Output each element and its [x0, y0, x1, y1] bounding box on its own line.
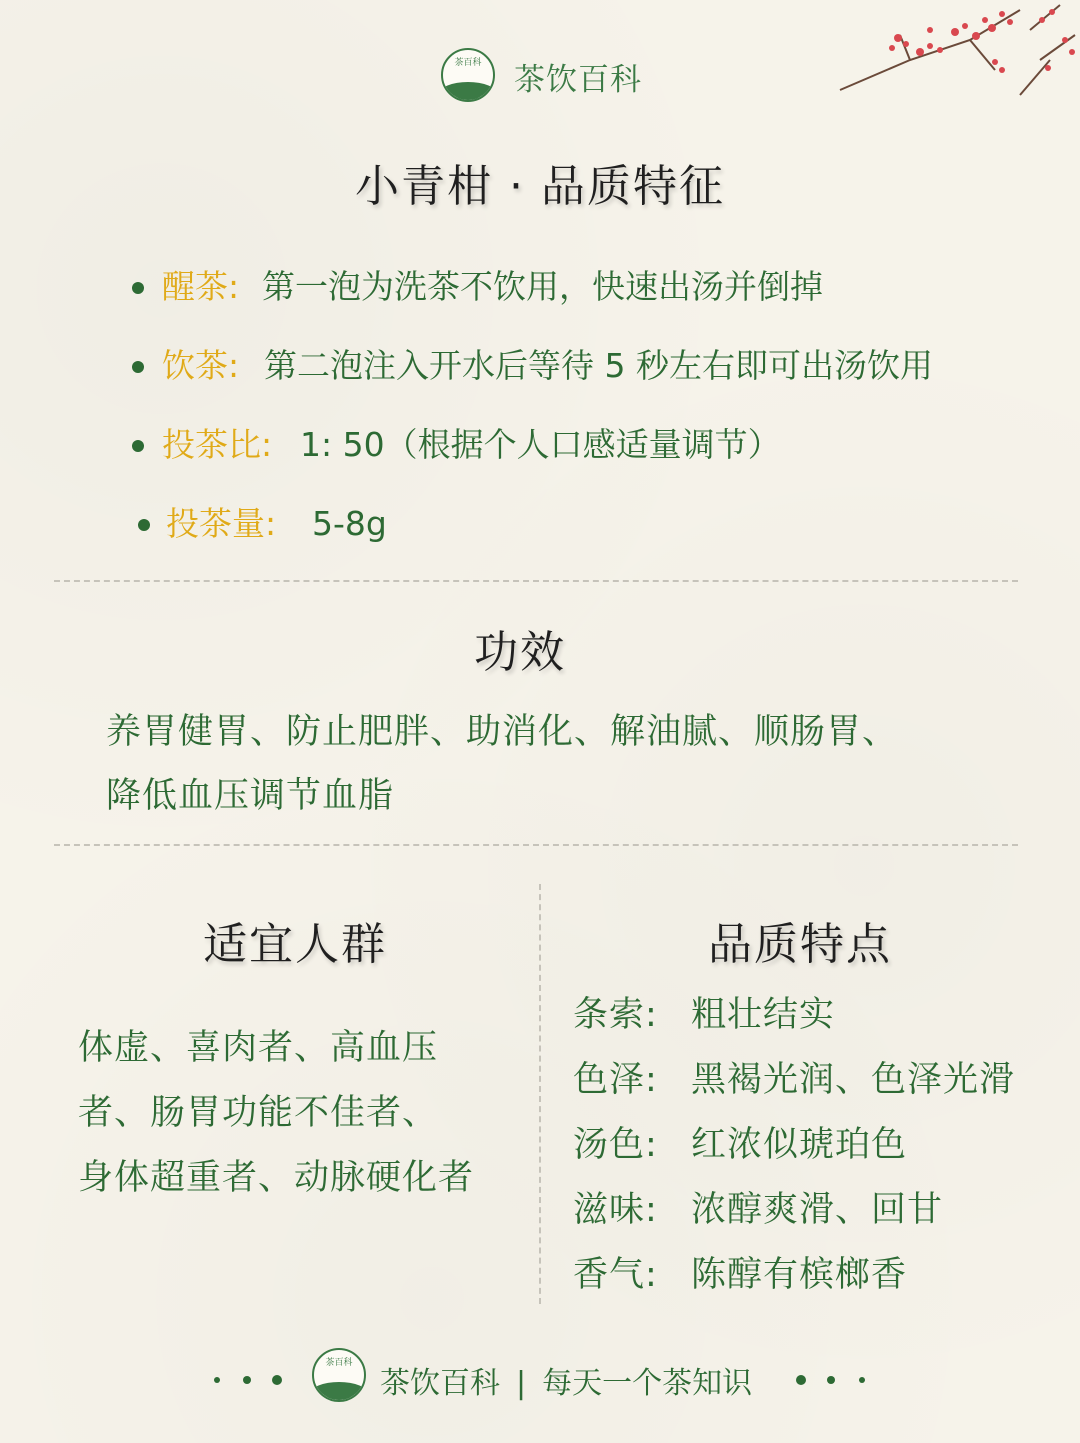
logo-text: 茶百科: [325, 1358, 353, 1368]
quality-list: [573, 986, 1073, 1311]
effects-line: 养胃健胃、防止肥胖、助消化、解油腻、顺肠胃、: [106, 712, 899, 752]
page-title: 小青柑 · 品质特征: [355, 161, 725, 212]
dot-icon: [827, 1376, 835, 1384]
item-label: 饮茶:: [162, 346, 240, 385]
logo-text: 茶百科: [454, 58, 482, 68]
quality-row: [573, 1051, 1073, 1116]
quality-value: 红浓似琥珀色: [691, 1125, 908, 1165]
dot-icon: [243, 1376, 251, 1384]
divider: [54, 844, 1018, 846]
list-item: [128, 499, 1028, 578]
quality-title: 品质特点: [708, 919, 892, 970]
brewing-list: [128, 262, 1028, 578]
list-item: [128, 341, 1028, 420]
brand-name: 茶饮百科: [514, 62, 642, 98]
bullet-dot-icon: [132, 440, 144, 452]
bullet-dot-icon: [132, 282, 144, 294]
quality-value: 黑褐光润、色泽光滑: [691, 1060, 1016, 1100]
footer: [0, 1344, 1080, 1414]
footer-slogan: 每天一个茶知识: [542, 1366, 753, 1401]
quality-row: [573, 1116, 1073, 1181]
item-label: 投茶量:: [166, 504, 277, 543]
item-label: 投茶比:: [162, 425, 273, 464]
effects-text: [106, 700, 986, 828]
footer-brand: 茶饮百科: [380, 1366, 500, 1401]
people-line: 者、肠胃功能不佳者、: [78, 1093, 439, 1133]
quality-label: 滋味:: [573, 1190, 658, 1230]
effects-line: 降低血压调节血脂: [106, 776, 395, 816]
list-item: [128, 420, 1028, 499]
people-line: 身体超重者、动脉硬化者: [78, 1158, 475, 1198]
people-text: [78, 1016, 528, 1211]
quality-row: [573, 1246, 1073, 1311]
quality-value: 陈醇有槟榔香: [691, 1255, 908, 1295]
header: [0, 44, 1080, 104]
dot-icon: [272, 1375, 282, 1385]
dot-icon: [859, 1377, 865, 1383]
footer-text: [380, 1358, 752, 1402]
brand-logo: [441, 48, 495, 102]
item-value: 第二泡注入开水后等待 5 秒左右即可出汤饮用: [264, 346, 933, 385]
bullet-dot-icon: [132, 361, 144, 373]
item-value: 5-8g: [312, 504, 387, 543]
bullet-dot-icon: [138, 519, 150, 531]
people-title: 适宜人群: [203, 919, 387, 970]
quality-value: 粗壮结实: [691, 995, 836, 1035]
item-label: 醒茶:: [162, 267, 240, 306]
quality-label: 香气:: [573, 1255, 658, 1295]
list-item: [128, 262, 1028, 341]
divider: [54, 580, 1018, 582]
quality-label: 汤色:: [573, 1125, 658, 1165]
item-value: 1: 50（根据个人口感适量调节）: [300, 425, 781, 464]
column-divider: [539, 884, 541, 1304]
quality-row: [573, 1181, 1073, 1246]
footer-separator: |: [516, 1366, 527, 1401]
item-value: 第一泡为洗茶不饮用，快速出汤并倒掉: [262, 267, 823, 306]
effects-title: 功效: [474, 627, 566, 678]
people-line: 体虚、喜肉者、高血压: [78, 1028, 439, 1068]
quality-row: [573, 986, 1073, 1051]
dot-icon: [796, 1375, 806, 1385]
quality-label: 条索:: [573, 995, 658, 1035]
quality-value: 浓醇爽滑、回甘: [691, 1190, 944, 1230]
quality-label: 色泽:: [573, 1060, 658, 1100]
dot-icon: [214, 1377, 220, 1383]
footer-logo: [312, 1348, 366, 1402]
